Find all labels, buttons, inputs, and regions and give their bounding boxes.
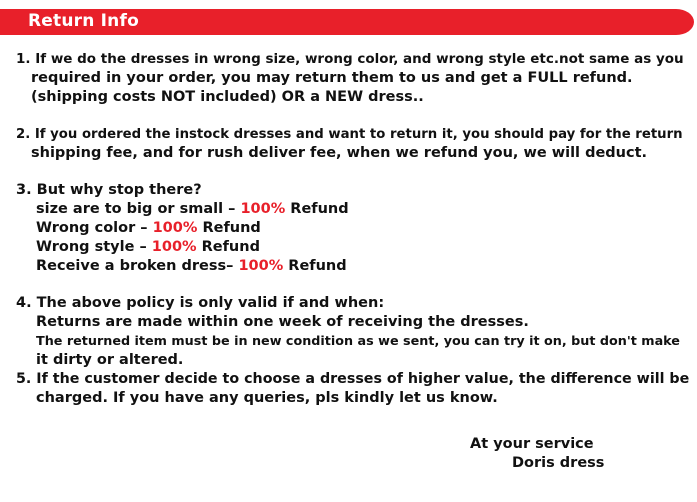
refund-percent: 100% xyxy=(151,239,197,255)
policy-item-1-line-1: 1. If we do the dresses in wrong size, wrong color, and wrong style etc.not same as you xyxy=(16,51,684,67)
page-title: Return Info xyxy=(28,11,139,31)
policy-item-1 xyxy=(16,50,692,107)
policy-item-4 xyxy=(16,294,692,370)
refund-row-size xyxy=(16,200,692,219)
policy-item-2-line-1: 2. If you ordered the instock dresses and want to return it, you should pay for the return xyxy=(16,127,683,142)
policy-item-1-line-2: required in your order, you may return them to us and get a FULL refund. xyxy=(31,70,633,86)
refund-row-text: Wrong color – xyxy=(36,220,153,236)
refund-row-text: size are to big or small – xyxy=(36,201,241,217)
policy-item-4-line-3: The returned item must be in new condition as we sent, you can try it on, but don't make xyxy=(36,334,680,349)
refund-row-suffix: Refund xyxy=(196,239,260,255)
refund-percent: 100% xyxy=(152,220,198,236)
refund-row-text: Wrong style – xyxy=(36,239,152,255)
policy-item-4-line-2: Returns are made within one week of receiving the dresses. xyxy=(36,314,529,330)
refund-row-style xyxy=(16,238,692,257)
policy-item-2-line-2: shipping fee, and for rush deliver fee, when we refund you, we will deduct. xyxy=(31,145,648,161)
policy-item-3-line-1: 3. But why stop there? xyxy=(16,182,202,198)
signature-name: Doris dress xyxy=(512,455,605,471)
refund-row-suffix: Refund xyxy=(285,201,349,217)
return-policy xyxy=(16,50,692,408)
policy-item-3 xyxy=(16,181,692,276)
header-banner xyxy=(0,9,694,35)
policy-item-5-line-1: 5. If the customer decide to choose a dresses of higher value, the difference will be xyxy=(16,371,690,387)
policy-item-4-line-1: 4. The above policy is only valid if and when: xyxy=(16,295,385,311)
signature-greeting: At your service xyxy=(470,436,594,452)
refund-row-broken xyxy=(16,257,692,276)
spacer xyxy=(16,107,692,125)
spacer xyxy=(16,276,692,294)
policy-item-5 xyxy=(16,370,692,408)
refund-row-text: Receive a broken dress– xyxy=(36,258,239,274)
policy-item-4-line-4: it dirty or altered. xyxy=(36,352,184,368)
policy-item-5-line-2: charged. If you have any queries, pls kindly let us know. xyxy=(36,390,498,406)
refund-percent: 100% xyxy=(240,201,286,217)
refund-row-color xyxy=(16,219,692,238)
refund-row-suffix: Refund xyxy=(283,258,347,274)
spacer xyxy=(16,163,692,181)
refund-percent: 100% xyxy=(238,258,284,274)
refund-row-suffix: Refund xyxy=(197,220,261,236)
policy-item-2 xyxy=(16,125,692,163)
policy-item-1-line-3: (shipping costs NOT included) OR a NEW dress.. xyxy=(31,89,424,105)
